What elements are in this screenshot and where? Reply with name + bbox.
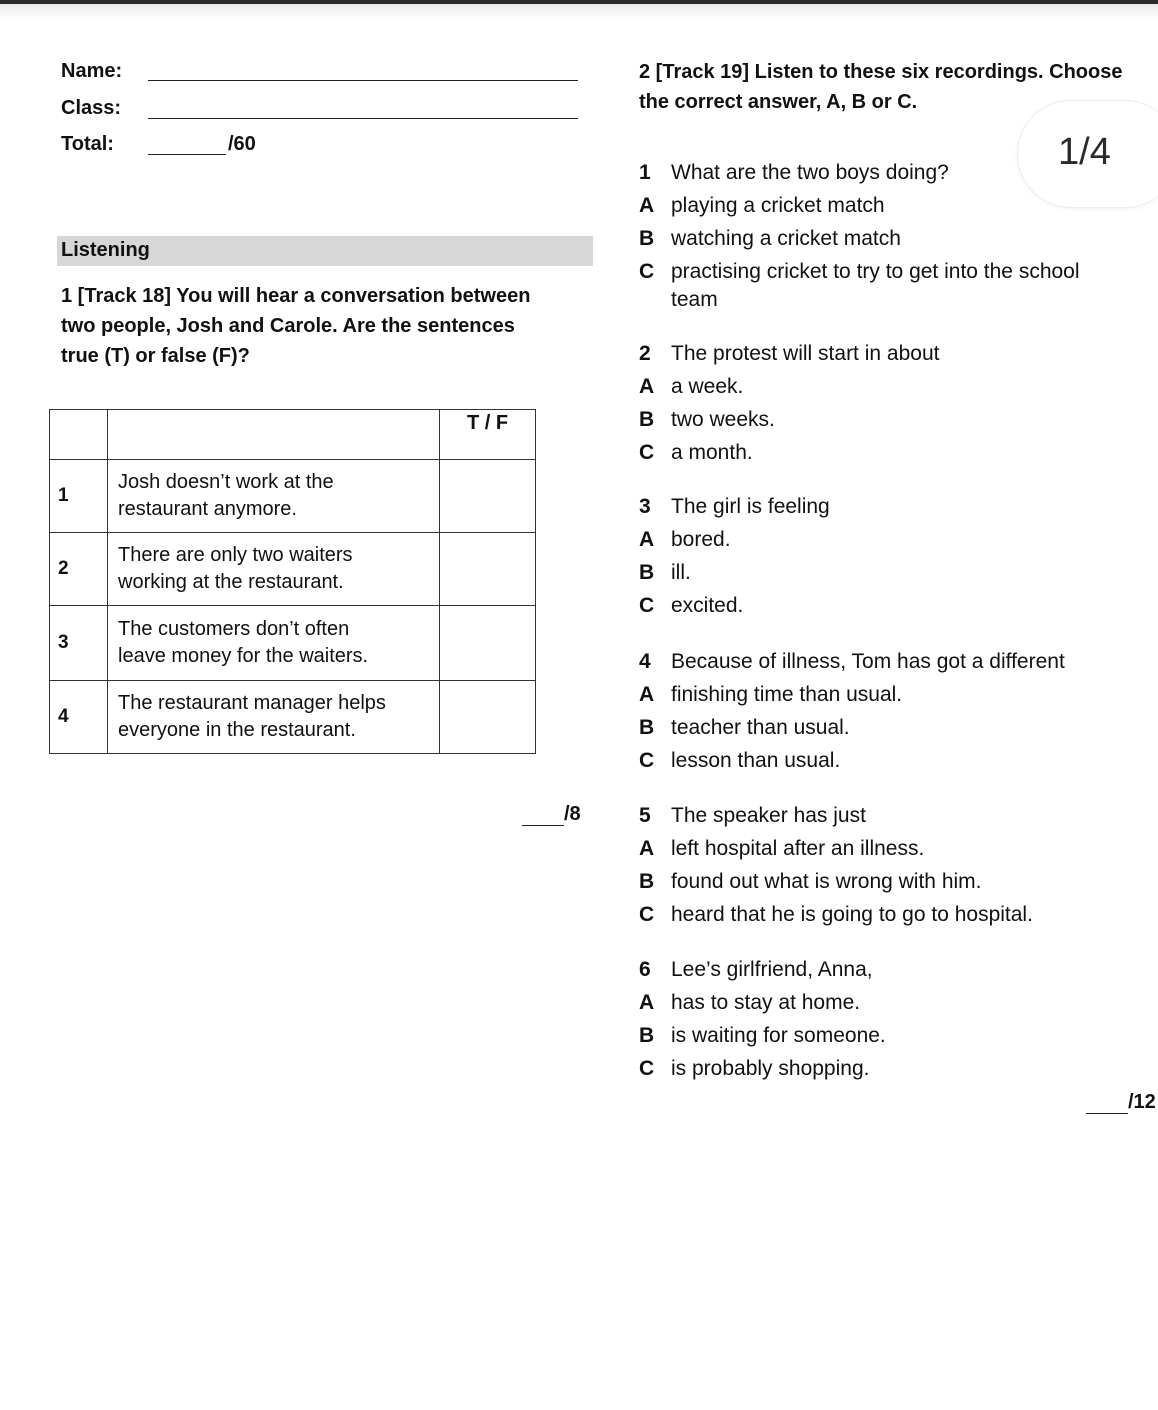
- option-letter: C: [639, 1057, 655, 1080]
- option-b[interactable]: [639, 403, 939, 436]
- option-letter: A: [639, 991, 655, 1014]
- exercise2-score-clip: [1086, 1087, 1158, 1121]
- option-text: lesson than usual.: [671, 749, 841, 772]
- option-text: heard that he is going to go to hospital.: [671, 903, 1033, 926]
- answer-cell[interactable]: [440, 606, 536, 681]
- option-letter: B: [639, 227, 655, 250]
- option-letter: C: [639, 260, 655, 283]
- option-letter: B: [639, 716, 655, 739]
- statement-line: leave money for the waiters.: [118, 645, 369, 667]
- option-letter: C: [639, 594, 655, 617]
- row-number: 3: [50, 606, 108, 681]
- score-blank[interactable]: [522, 805, 564, 826]
- table-row: [50, 533, 536, 606]
- statement-cell: [108, 460, 440, 533]
- option-text: practising cricket to try to get into the school: [671, 260, 1080, 283]
- question-number: 3: [639, 495, 651, 518]
- section-title: Listening: [61, 239, 150, 261]
- option-b[interactable]: [639, 556, 830, 589]
- question-text: Lee’s girlfriend, Anna,: [671, 958, 873, 981]
- instruction-line: two people, Josh and Carole. Are the sentences: [61, 315, 515, 337]
- instruction-line: 1 [Track 18] You will hear a conversation between: [61, 285, 531, 307]
- statement-cell: [108, 533, 440, 606]
- page-indicator-bubble: [1018, 101, 1158, 207]
- option-b[interactable]: [639, 1019, 886, 1052]
- option-text: a week.: [671, 375, 744, 398]
- option-text: playing a cricket match: [671, 194, 885, 217]
- option-letter: C: [639, 903, 655, 926]
- exercise2-score: [1086, 1091, 1156, 1114]
- page-indicator: 1/4: [1058, 131, 1111, 173]
- true-false-table: [49, 409, 536, 754]
- question-number: 1: [639, 161, 651, 184]
- option-text: found out what is wrong with him.: [671, 870, 982, 893]
- score-max: /12: [1128, 1091, 1156, 1113]
- statement-cell: [108, 606, 440, 681]
- option-letter: C: [639, 749, 655, 772]
- statement-line: working at the restaurant.: [118, 571, 344, 593]
- question-block: [639, 156, 1080, 314]
- question-text: The speaker has just: [671, 804, 866, 827]
- row-number: 4: [50, 681, 108, 754]
- option-a[interactable]: [639, 986, 886, 1019]
- option-letter: A: [639, 837, 655, 860]
- question-number: 5: [639, 804, 651, 827]
- option-a[interactable]: [639, 189, 1080, 222]
- option-text: left hospital after an illness.: [671, 837, 925, 860]
- name-label: Name:: [61, 60, 123, 82]
- question-text: What are the two boys doing?: [671, 161, 949, 184]
- class-label: Class:: [61, 97, 122, 119]
- option-a[interactable]: [639, 678, 1065, 711]
- question-block: [639, 645, 1065, 777]
- table-row: [50, 460, 536, 533]
- option-text: is waiting for someone.: [671, 1024, 886, 1047]
- answer-cell[interactable]: [440, 681, 536, 754]
- table-row: [50, 681, 536, 754]
- name-field[interactable]: [148, 80, 578, 81]
- question-block: [639, 799, 1033, 931]
- table-row: [50, 606, 536, 681]
- option-b[interactable]: [639, 222, 1080, 255]
- answer-cell[interactable]: [440, 460, 536, 533]
- option-text: is probably shopping.: [671, 1057, 870, 1080]
- table-header-row: [50, 410, 536, 460]
- option-letter: A: [639, 528, 655, 551]
- statement-line: everyone in the restaurant.: [118, 719, 356, 741]
- header-cell: [108, 410, 440, 460]
- question-block: [639, 337, 939, 469]
- option-c[interactable]: [639, 1052, 886, 1085]
- option-a[interactable]: [639, 832, 1033, 865]
- option-text: watching a cricket match: [671, 227, 901, 250]
- tf-column-header: T / F: [440, 410, 536, 460]
- total-score-field[interactable]: [148, 154, 226, 155]
- option-b[interactable]: [639, 711, 1065, 744]
- class-field[interactable]: [148, 118, 578, 119]
- score-blank[interactable]: [1086, 1093, 1128, 1114]
- question-number: 2: [639, 342, 651, 365]
- total-label: Total:: [61, 133, 114, 155]
- option-text-wrap: [671, 258, 1080, 314]
- question-text: Because of illness, Tom has got a different: [671, 650, 1065, 673]
- option-letter: B: [639, 408, 655, 431]
- question-block: [639, 953, 886, 1085]
- option-c[interactable]: [639, 898, 1033, 931]
- score-max: /8: [564, 803, 581, 825]
- instruction-line: 2 [Track 19] Listen to these six recordings. Choose: [639, 61, 1123, 83]
- header-cell: [50, 410, 108, 460]
- statement-line: The customers don’t often: [118, 618, 350, 640]
- option-text: has to stay at home.: [671, 991, 861, 1014]
- option-c[interactable]: [639, 255, 1080, 314]
- option-text: a month.: [671, 441, 753, 464]
- option-text: excited.: [671, 594, 744, 617]
- instruction-line: true (T) or false (F)?: [61, 345, 250, 367]
- option-a[interactable]: [639, 523, 830, 556]
- statement-line: Josh doesn’t work at the: [118, 471, 334, 493]
- statement-line: There are only two waiters: [118, 544, 353, 566]
- option-letter: C: [639, 441, 655, 464]
- exercise1-instruction: [61, 281, 530, 371]
- option-c[interactable]: [639, 589, 830, 622]
- option-text-continued: team: [671, 288, 718, 311]
- option-text: two weeks.: [671, 408, 775, 431]
- option-text: bored.: [671, 528, 731, 551]
- statement-line: The restaurant manager helps: [118, 692, 386, 714]
- statement-cell: [108, 681, 440, 754]
- option-letter: B: [639, 561, 655, 584]
- option-b[interactable]: [639, 865, 1033, 898]
- section-header: [57, 236, 593, 266]
- option-text: finishing time than usual.: [671, 683, 903, 706]
- option-letter: B: [639, 870, 655, 893]
- total-max: /60: [228, 133, 256, 155]
- question-number: 4: [639, 650, 651, 673]
- row-number: 1: [50, 460, 108, 533]
- option-c[interactable]: [639, 744, 1065, 777]
- option-text: ill.: [671, 561, 691, 584]
- option-c[interactable]: [639, 436, 939, 469]
- question-number: 6: [639, 958, 651, 981]
- statement-line: restaurant anymore.: [118, 498, 297, 520]
- answer-cell[interactable]: [440, 533, 536, 606]
- question-text: The girl is feeling: [671, 495, 830, 518]
- option-letter: A: [639, 194, 655, 217]
- option-letter: B: [639, 1024, 655, 1047]
- question-text: The protest will start in about: [671, 342, 940, 365]
- option-letter: A: [639, 683, 655, 706]
- option-letter: A: [639, 375, 655, 398]
- instruction-line: the correct answer, A, B or C.: [639, 91, 918, 113]
- question-block: [639, 490, 830, 622]
- option-text: teacher than usual.: [671, 716, 850, 739]
- row-number: 2: [50, 533, 108, 606]
- exercise1-score: [522, 803, 581, 826]
- top-edge-shadow: [0, 4, 1158, 20]
- option-a[interactable]: [639, 370, 939, 403]
